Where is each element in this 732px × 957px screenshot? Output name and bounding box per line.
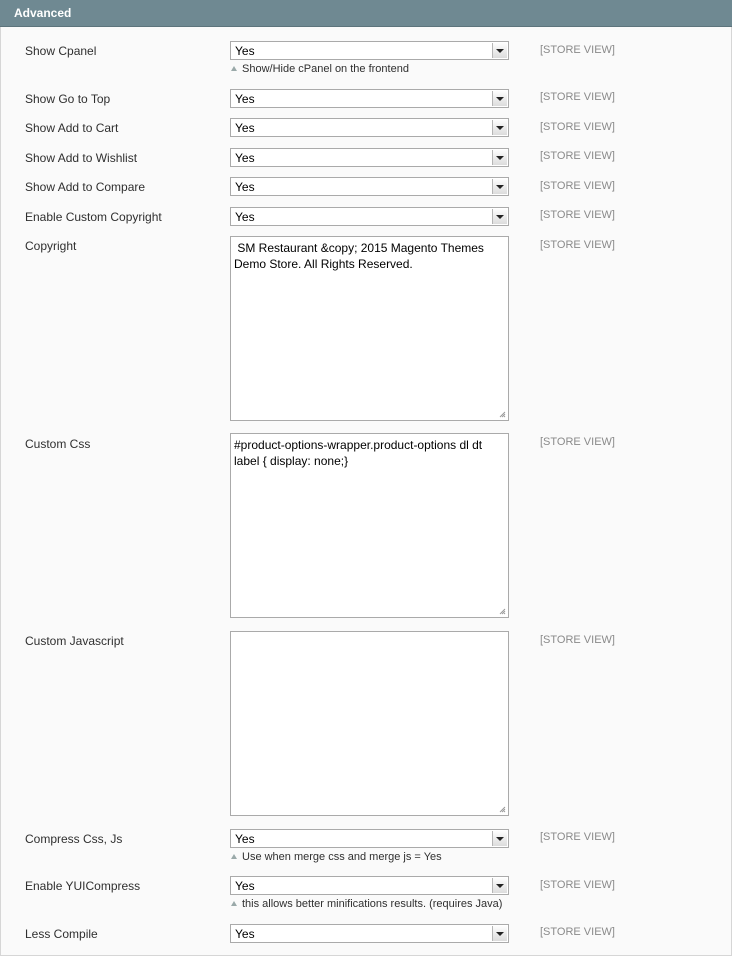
scope-label: [STORE VIEW] <box>540 150 615 162</box>
resize-grip-icon[interactable] <box>499 806 506 813</box>
select-value: Yes <box>235 151 255 165</box>
show-add-to-compare-select[interactable] <box>230 177 509 196</box>
scope-label: [STORE VIEW] <box>540 831 615 843</box>
chevron-down-icon[interactable] <box>492 150 507 165</box>
hint-triangle-icon <box>231 854 237 859</box>
select-value: Yes <box>235 44 255 58</box>
select-value: Yes <box>235 180 255 194</box>
enable-yuicompress-note <box>231 898 502 910</box>
enable-custom-copyright-label: Enable Custom Copyright <box>25 210 162 224</box>
select-value: Yes <box>235 832 255 846</box>
scope-label: [STORE VIEW] <box>540 121 615 133</box>
enable-yuicompress-select[interactable] <box>230 876 509 895</box>
scope-label: [STORE VIEW] <box>540 239 615 251</box>
show-add-to-cart-label: Show Add to Cart <box>25 121 119 135</box>
scope-label: [STORE VIEW] <box>540 634 615 646</box>
section-title: Advanced <box>14 6 72 20</box>
show-add-to-cart-select[interactable] <box>230 118 509 137</box>
textarea-text: SM Restaurant &copy; 2015 Magento Themes Demo Store. All Rights Reserved. <box>234 241 488 271</box>
show-go-to-top-select[interactable] <box>230 89 509 108</box>
note-text: Use when merge css and merge js = Yes <box>242 851 442 863</box>
show-cpanel-select[interactable] <box>230 41 509 60</box>
show-add-to-compare-label: Show Add to Compare <box>25 180 146 194</box>
resize-grip-icon[interactable] <box>499 411 506 418</box>
show-go-to-top-label: Show Go to Top <box>25 92 111 106</box>
custom-css-textarea[interactable] <box>230 433 509 618</box>
select-value: Yes <box>235 210 255 224</box>
less-compile-label: Less Compile <box>25 927 98 941</box>
chevron-down-icon[interactable] <box>492 43 507 58</box>
compress-css-js-note <box>231 851 442 863</box>
scope-label: [STORE VIEW] <box>540 436 615 448</box>
enable-yuicompress-label: Enable YUICompress <box>25 879 141 893</box>
section-header-advanced[interactable] <box>0 0 732 27</box>
scope-label: [STORE VIEW] <box>540 180 615 192</box>
compress-css-js-label: Compress Css, Js <box>25 832 123 846</box>
show-cpanel-note <box>231 63 409 75</box>
chevron-down-icon[interactable] <box>492 878 507 893</box>
custom-javascript-label: Custom Javascript <box>25 634 124 648</box>
select-value: Yes <box>235 927 255 941</box>
scope-label: [STORE VIEW] <box>540 879 615 891</box>
chevron-down-icon[interactable] <box>492 926 507 941</box>
show-cpanel-label: Show Cpanel <box>25 44 97 58</box>
hint-triangle-icon <box>231 901 237 906</box>
resize-grip-icon[interactable] <box>499 608 506 615</box>
note-text: this allows better minifications results. (requires Java) <box>242 898 503 910</box>
textarea-text: #product-options-wrapper.product-options dl dt label { display: none;} <box>234 438 486 468</box>
copyright-label: Copyright <box>25 239 77 253</box>
select-value: Yes <box>235 121 255 135</box>
enable-custom-copyright-select[interactable] <box>230 207 509 226</box>
scope-label: [STORE VIEW] <box>540 209 615 221</box>
show-add-to-wishlist-select[interactable] <box>230 148 509 167</box>
less-compile-select[interactable] <box>230 924 509 943</box>
custom-javascript-textarea[interactable] <box>230 631 509 816</box>
custom-css-label: Custom Css <box>25 437 91 451</box>
chevron-down-icon[interactable] <box>492 91 507 106</box>
chevron-down-icon[interactable] <box>492 209 507 224</box>
scope-label: [STORE VIEW] <box>540 926 615 938</box>
select-value: Yes <box>235 879 255 893</box>
select-value: Yes <box>235 92 255 106</box>
scope-label: [STORE VIEW] <box>540 44 615 56</box>
show-add-to-wishlist-label: Show Add to Wishlist <box>25 151 138 165</box>
chevron-down-icon[interactable] <box>492 831 507 846</box>
scope-label: [STORE VIEW] <box>540 91 615 103</box>
note-text: Show/Hide cPanel on the frontend <box>242 63 409 75</box>
compress-css-js-select[interactable] <box>230 829 509 848</box>
hint-triangle-icon <box>231 66 237 71</box>
chevron-down-icon[interactable] <box>492 179 507 194</box>
chevron-down-icon[interactable] <box>492 120 507 135</box>
copyright-textarea[interactable] <box>230 236 509 421</box>
